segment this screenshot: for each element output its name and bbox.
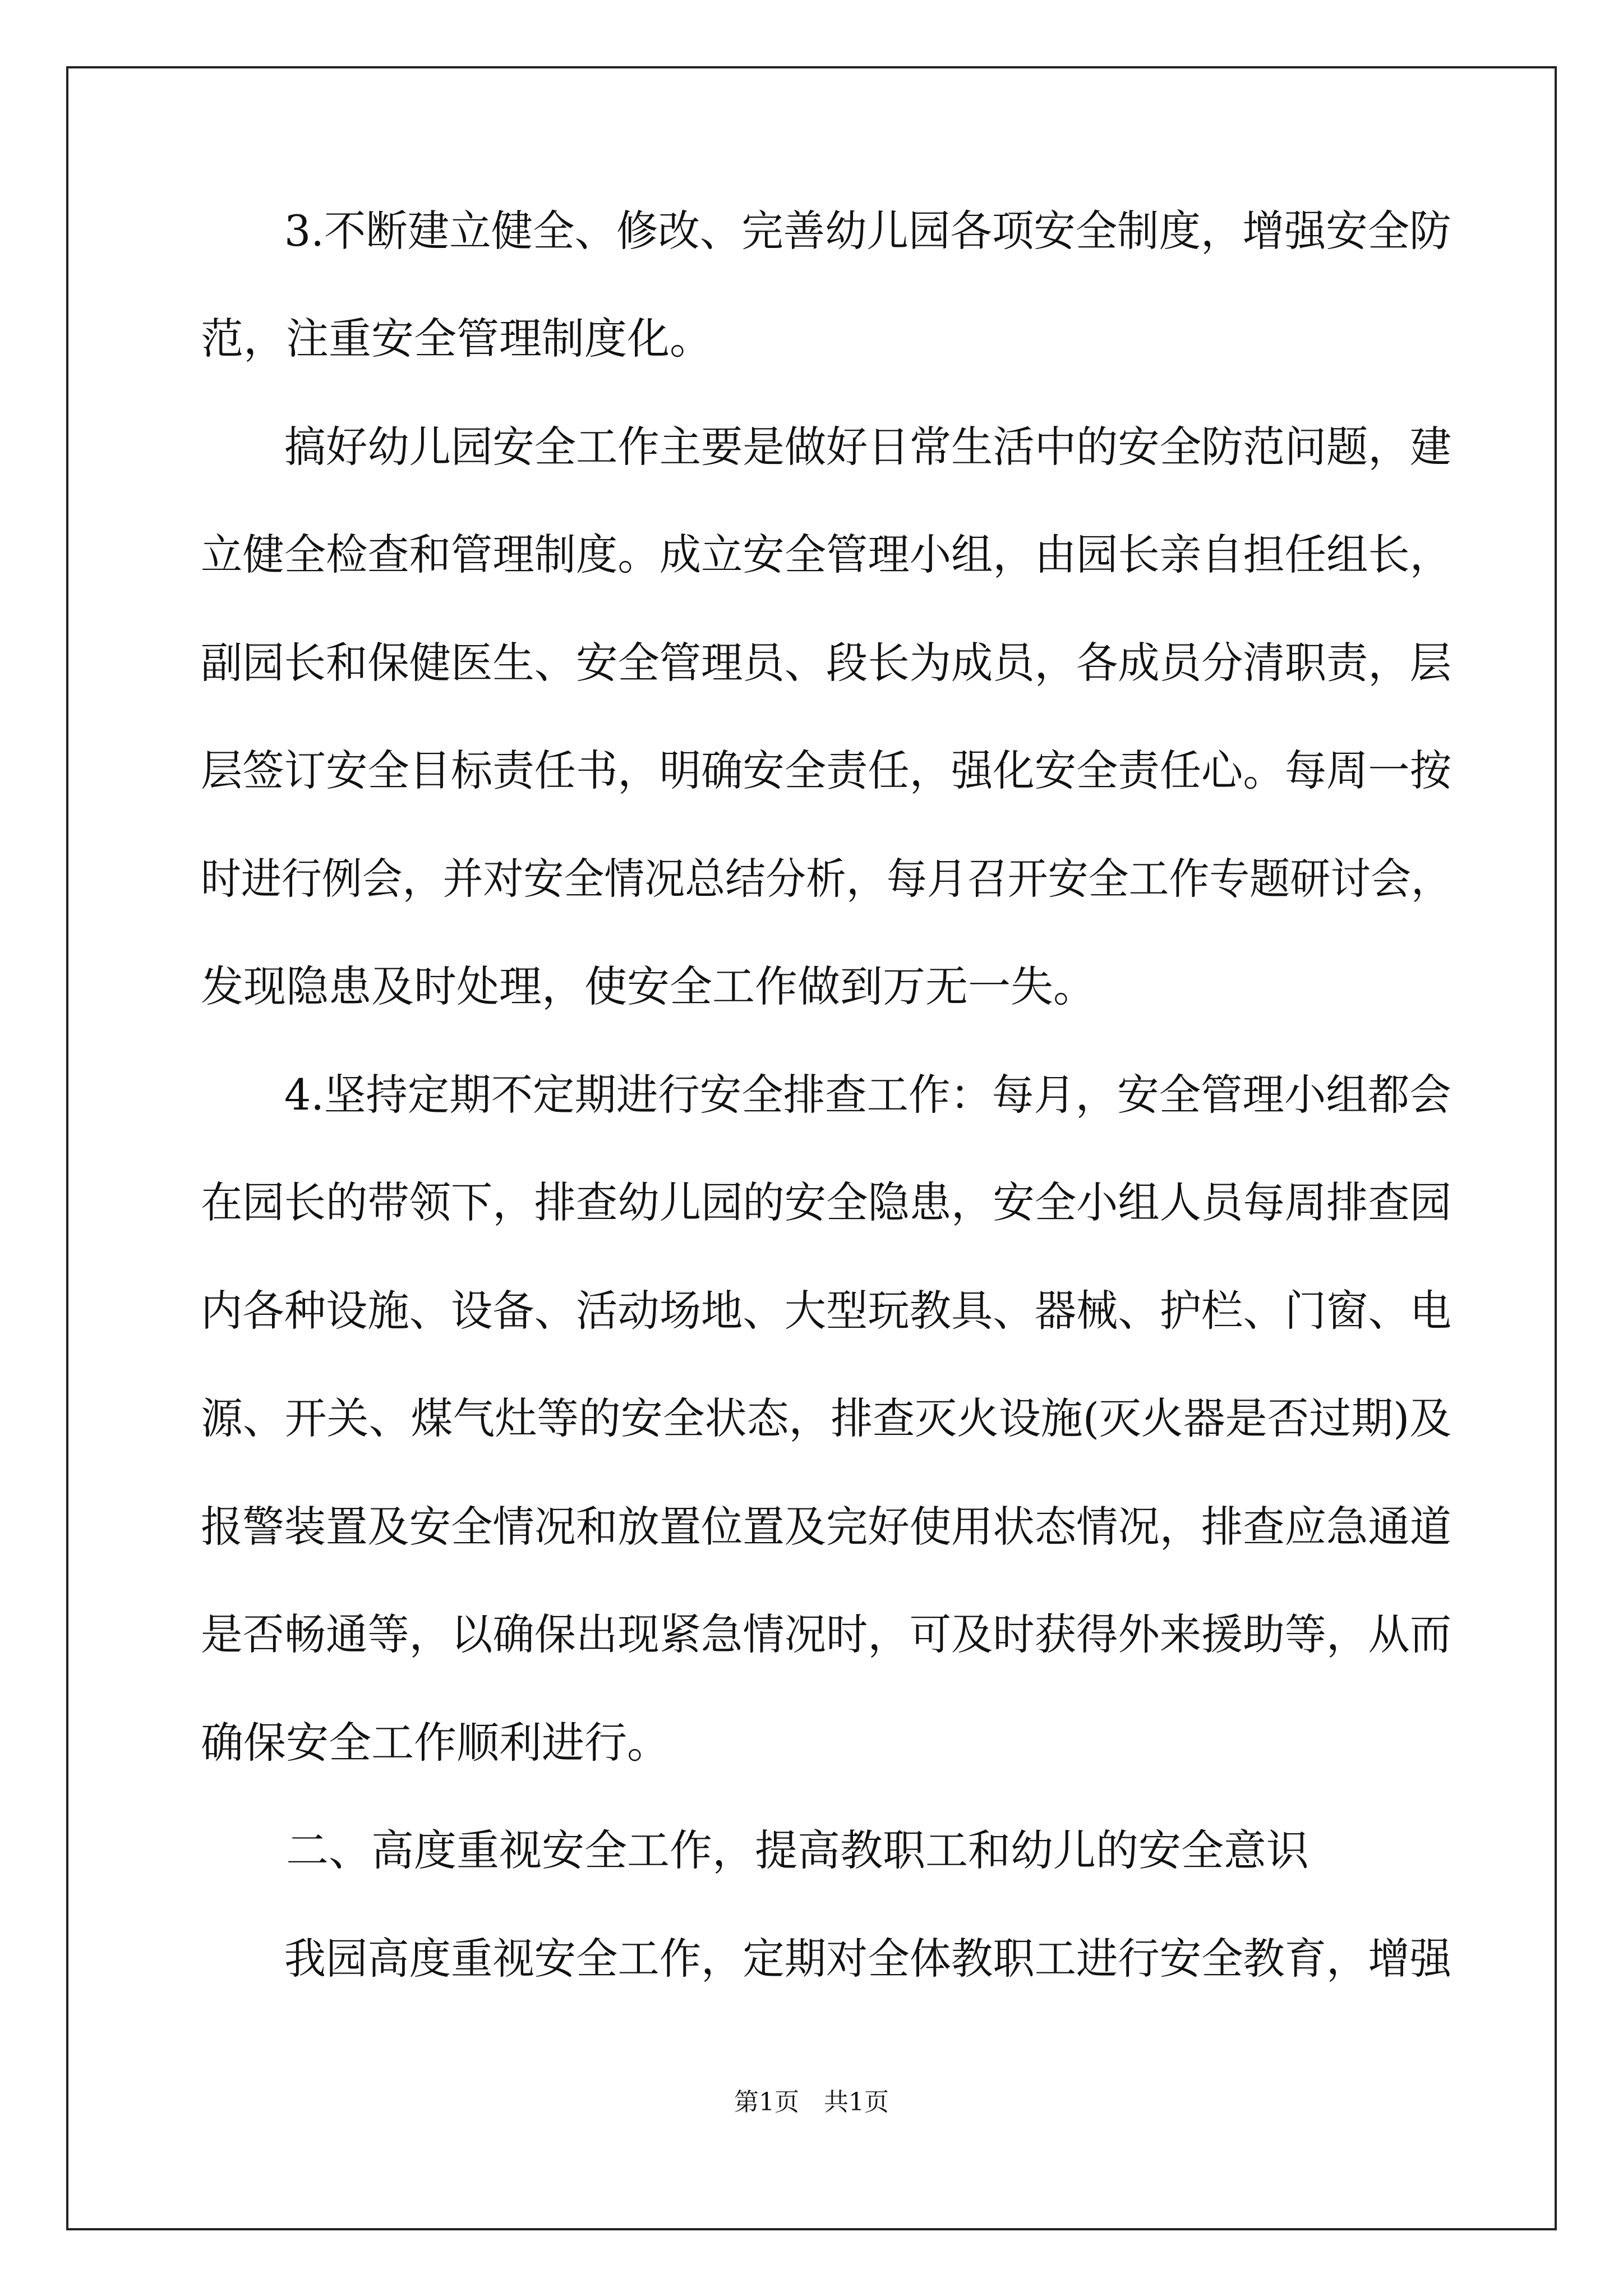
text-line: 搞好幼儿园安全工作主要是做好日常生活中的安全防范问题，建 — [201, 422, 1452, 472]
text-line: 确保安全工作顺利进行。 — [201, 1718, 670, 1768]
text-line: 报警装置及安全情况和放置位置及完好使用状态情况，排查应急通道 — [201, 1502, 1452, 1552]
text-line: 立健全检查和管理制度。成立安全管理小组，由园长亲自担任组长， — [201, 530, 1452, 579]
text-line: 3.不断建立健全、修改、完善幼儿园各项安全制度，增强安全防 — [201, 206, 1451, 256]
text-line: 源、开关、煤气灶等的安全状态，排查灭火设施(灭火器是否过期)及 — [201, 1393, 1452, 1443]
text-line: 范，注重安全管理制度化。 — [201, 314, 712, 364]
text-line: 发现隐患及时处理，使安全工作做到万无一失。 — [201, 961, 1096, 1011]
text-line: 副园长和保健医生、安全管理员、段长为成员，各成员分清职责，层 — [201, 638, 1452, 688]
text-line: 层签订安全目标责任书，明确安全责任，强化安全责任心。每周一按 — [201, 746, 1452, 795]
text-line: 时进行例会，并对安全情况总结分析，每月召开安全工作专题研讨会， — [201, 854, 1451, 904]
text-line: 内各种设施、设备、活动场地、大型玩教具、器械、护栏、门窗、电 — [201, 1286, 1452, 1336]
text-line: 我园高度重视安全工作，定期对全体教职工进行安全教育，增强 — [201, 1934, 1452, 1984]
text-line: 在园长的带领下，排查幼儿园的安全隐患，安全小组人员每周排查园 — [201, 1177, 1452, 1227]
text-line: 是否畅通等，以确保出现紧急情况时，可及时获得外来援助等，从而 — [201, 1609, 1452, 1659]
page-number-footer: 第1页 共1页 — [734, 2088, 889, 2116]
page-border — [66, 66, 1557, 2230]
section-heading: 二、高度重视安全工作，提高教职工和幼儿的安全意识 — [201, 1825, 1309, 1875]
text-line: 4.坚持定期不定期进行安全排查工作：每月，安全管理小组都会 — [201, 1070, 1451, 1120]
